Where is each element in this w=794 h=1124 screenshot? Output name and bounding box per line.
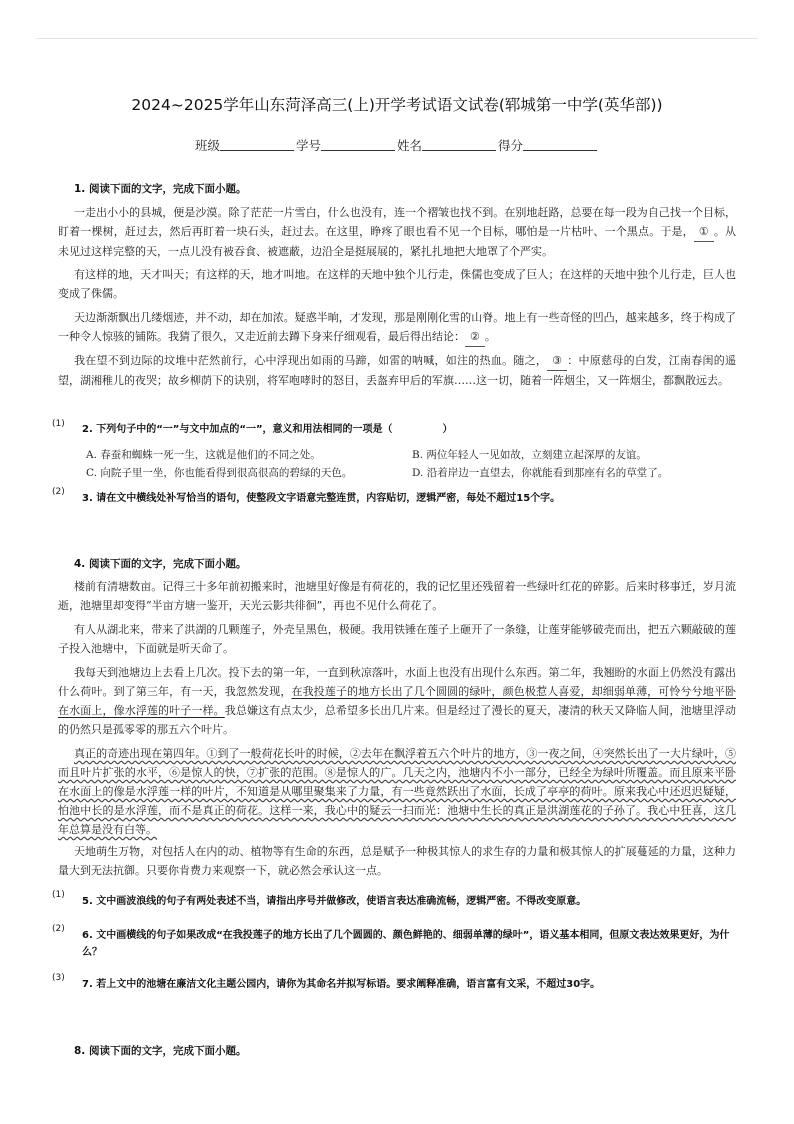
section1-heading: 1. 阅读下面的文字，完成下面小题。	[74, 183, 247, 195]
section3-heading: 8. 阅读下面的文字，完成下面小题。	[74, 1045, 247, 1057]
question-2: 2. 下列句子中的“一”与文中加点的“一”，意义和用法相同的一项是（ ）	[82, 424, 453, 435]
section2-heading: 4. 阅读下面的文字，完成下面小题。	[74, 558, 247, 570]
student-id-label: 学号	[295, 138, 321, 153]
blank-1: ①	[694, 222, 714, 242]
subquestion-number: (3)	[52, 973, 65, 983]
score-blank	[523, 138, 597, 151]
option-d[interactable]: D. 沿着岸边一直望去，你就能看到那座有名的草堂了。	[412, 467, 669, 479]
section2-p3-text-b: 我总嫌这有点太少，总希望多长出几片来。但是经过了漫长的夏天，凄清的秋天又降临人间，池塘里浮动的仍然只是孤零零的那五六个叶片。	[58, 704, 736, 736]
section1-p3-text-b: 。	[484, 330, 496, 343]
section1-p1-text-a: 一走出小小的县城，便是沙漠。除了茫茫一片雪白，什么也没有，连一个褶皱也找不到。在别地赶路，总要在每一段为自己找一个目标，盯着一棵树，赶过去，然后再盯着一块石头，赶过去。在这里，睁疼了眼也看不见一个目标，哪怕是一片枯叶、一个黑点。于是，	[58, 206, 736, 238]
question-6: 6. 文中画横线的句子如果改成“在我投莲子的地方长出了几个圆圆的、颜色鲜艳的、细弱单薄的绿叶”，语义基本相同，但原文表达效果更好，为什么？	[82, 930, 730, 958]
section2-paragraph-5: 天地萌生万物，对包括人在内的动、植物等有生命的东西，总是赋予一种极其惊人的求生存的力量和极其惊人的扩展蔓延的力量，这种力量大到无法抗御。只要你肯费力来观察一下，就必然会承认这一点。	[58, 845, 736, 877]
section2-paragraph-2: 有人从湖北来，带来了洪湖的几颗莲子，外壳呈黑色，极硬。我用铁锤在莲子上砸开了一条缝，让莲芽能够破壳而出，把五六颗敲破的莲子投入池塘中，下面就是听天命了。	[58, 623, 736, 655]
section1-p1-text-b: 。从未见过这样完整的天，一点儿没有被吞食、被遮蔽，边沿全是挺展展的，紧扎扎地把大地罩了个严实。	[58, 225, 736, 258]
question-5: 5. 文中画波浪线的句子有两处表述不当，请指出序号并做修改，使语言表达准确流畅，逻辑严密。不得改变原意。	[82, 896, 587, 907]
section1-paragraph-3	[58, 308, 736, 347]
class-label: 班级	[194, 138, 220, 153]
section2-paragraph-1: 楼前有清塘数亩。记得三十多年前初搬来时，池塘里好像是有荷花的，我的记忆里还残留着一些绿叶红花的碎影。后来时移事迁，岁月流逝，池塘里却变得“半亩方塘一鉴开，天光云影共徘徊”，再也不见什么荷花了。	[58, 580, 736, 612]
subquestion-number: (2)	[52, 924, 65, 934]
blank-3: ③	[547, 351, 567, 371]
question-7: 7. 若上文中的池塘在廉洁文化主题公园内，请你为其命名并拟写标语。要求阐释准确，语言富有文采，不超过30字。	[82, 979, 601, 990]
student-info-line	[0, 136, 794, 154]
section1-paragraph-4	[58, 351, 736, 390]
section1-paragraph-1	[58, 203, 736, 261]
name-label: 姓名	[397, 138, 423, 153]
student-id-blank	[321, 138, 395, 151]
option-a[interactable]: A. 春蚕和蜘蛛一死一生，这就是他们的不同之处。	[86, 449, 321, 461]
top-rule	[36, 38, 758, 39]
section1-paragraph-2: 有这样的地，天才叫天；有这样的天，地才叫地。在这样的天地中独个儿行走，侏儒也变成了巨人；在这样的天地中独个儿行走，巨人也变成了侏儒。	[58, 268, 736, 300]
score-label: 得分	[498, 138, 524, 153]
section1-p3-text-a: 天边渐渐飘出几缕烟迹，并不动，却在加浓。疑惑半晌，才发现，那是刚刚化雪的山脊。地上有一些奇怪的凹凸，越来越多，终于构成了一种令人惊骇的铺陈。我猜了很久，又走近前去蹲下身来仔细观看，最后得出结论：	[58, 311, 736, 343]
question-3: 3. 请在文中横线处补写恰当的语句，使整段文字语意完整连贯，内容贴切，逻辑严密，每处不超过15个字。	[82, 493, 561, 504]
name-blank	[422, 138, 496, 151]
option-c[interactable]: C. 向院子里一坐，你也能看得到很高很高的碧绿的天色。	[86, 467, 353, 479]
wavy-underlined-sentence: 真正的奇迹出现在第四年。①到了一般荷花长叶的时候，②去年在飘浮着五六个叶片的地方，③一夜之间，④突然长出了一大片绿叶，⑤而且叶片扩张的水平，⑥是惊人的快，⑦扩张的范围。⑧是惊人的广。几天之内，池塘内不小一部分，已经全为绿叶所覆盖。而且原来平卧在水面上的像是水浮莲一样的叶片，不知道是从哪里聚集来了力量，有一些竟然跃出了水面，长成了亭亭的荷叶。原来我心中还迟迟疑疑，怕池中长的是水浮莲，而不是真正的荷花。这样一来，我心中的疑云一扫而光：池塘中生长的真正是洪湖莲花的子孙了。我心中狂喜，这几年总算是没有白等。	[58, 747, 736, 836]
section2-p3-text-a: 我每天到池塘边上去看上几次。投下去的第一年，一直到秋凉落叶，水面上也没有出现什么东西。第二年，我翘盼的水面上仍然没有露出什么荷叶。到了第三年，有一天，我忽然发现，	[58, 666, 736, 698]
section2-paragraph-4	[58, 744, 736, 839]
option-b[interactable]: B. 两位年轻人一见如故，立刻建立起深厚的友谊。	[412, 449, 647, 461]
subquestion-number: (1)	[52, 890, 65, 900]
section1-p4-text-a: 我在望不到边际的坟堆中茫然前行，心中浮现出如雨的马蹄，如雷的呐喊，如注的热血。随之，	[74, 354, 548, 367]
subquestion-number: (2)	[52, 487, 65, 497]
exam-title: 2024~2025学年山东菏泽高三(上)开学考试语文试卷(郓城第一中学(英华部))	[131, 96, 663, 114]
subquestion-number: (1)	[52, 419, 65, 429]
straight-underlined-sentence: 在我投莲子的地方长出了几个圆圆的绿叶，颜色极惹人喜爱，却细弱单薄，可怜兮兮地平卧在水面上，像水浮莲的叶子一样。	[58, 685, 737, 717]
section2-paragraph-3	[58, 663, 736, 739]
class-blank	[220, 138, 294, 151]
section1-p4-text-b: ：中原慈母的白发，江南春闺的遥望，湖湘稚儿的夜哭；故乡柳荫下的诀别，将军咆哮时的怒目，丢盔弃甲后的军旗……这一切，随着一阵烟尘，又一阵烟尘，都飘散远去。	[58, 354, 737, 387]
blank-2: ②	[465, 327, 485, 347]
